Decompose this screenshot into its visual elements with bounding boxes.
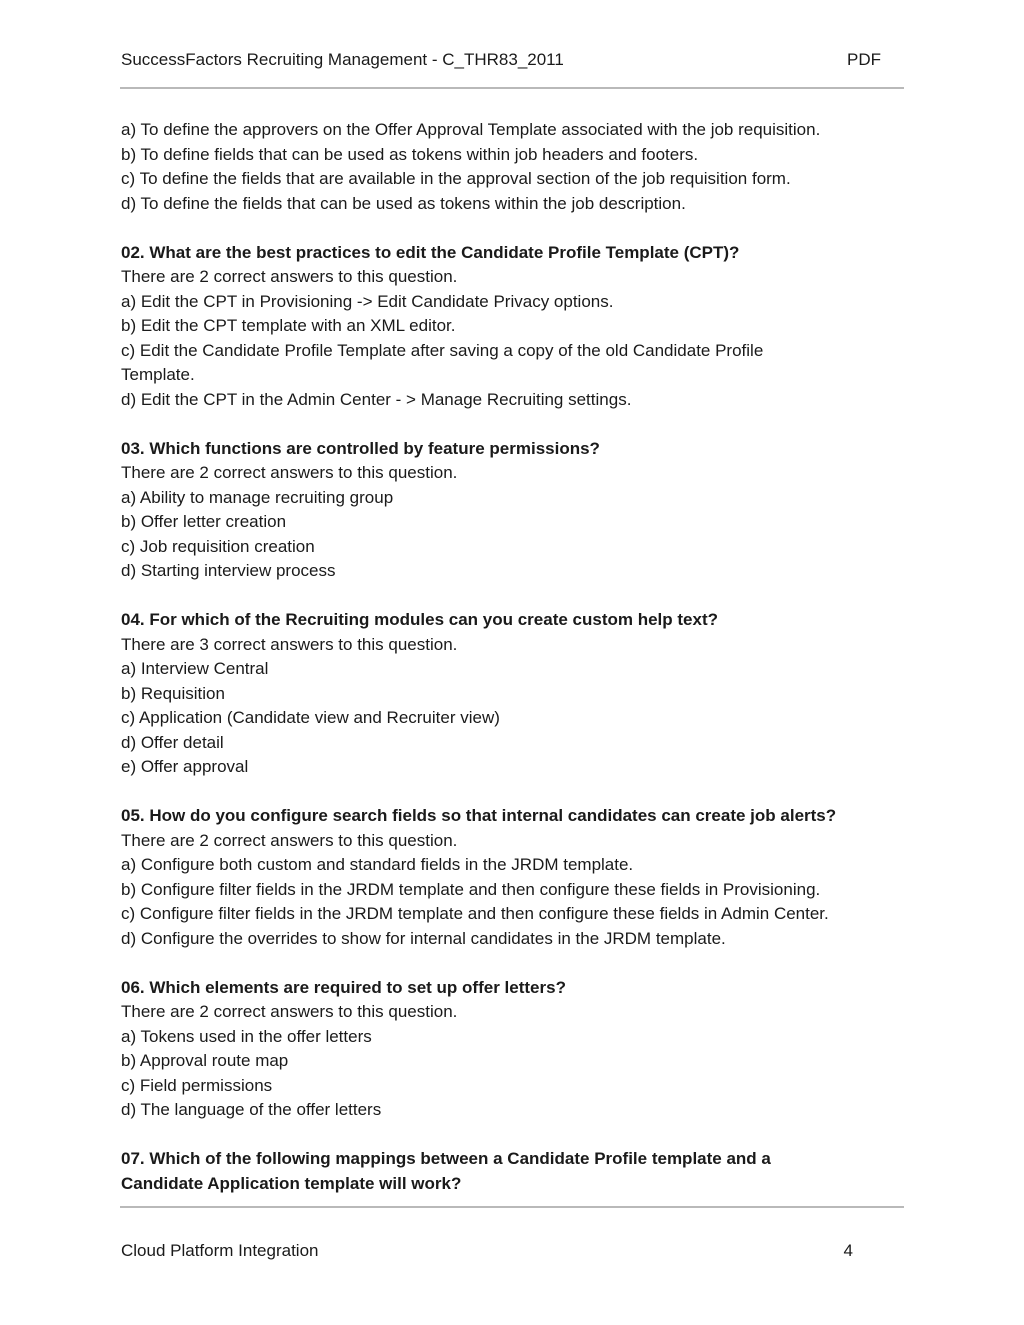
- answer-option: c) Job requisition creation: [121, 536, 315, 556]
- answer-option: d) Starting interview process: [121, 561, 336, 580]
- answer-option: a) Tokens used in the offer letters: [121, 1026, 372, 1046]
- answer-option: b) Configure filter fields in the JRDM template and then configure these fields in Provisioning.: [121, 879, 821, 899]
- question-03: [121, 437, 911, 584]
- answer-option: c) Field permissions: [121, 1075, 273, 1095]
- question-title: 07. Which of the following mappings between a Candidate Profile template and a: [121, 1149, 771, 1168]
- answer-option: a) Configure both custom and standard fields in the JRDM template.: [121, 855, 634, 874]
- question-title: 04. For which of the Recruiting modules can you create custom help text?: [121, 610, 719, 629]
- answer-option: e) Offer approval: [121, 757, 249, 776]
- question-title: 02. What are the best practices to edit the Candidate Profile Template (CPT)?: [121, 242, 740, 262]
- answer-option: b) Offer letter creation: [121, 512, 287, 531]
- answer-option: a) Interview Central: [121, 659, 269, 678]
- document-format-label: PDF: [847, 50, 881, 69]
- page-header: [121, 48, 881, 72]
- page-number: 4: [843, 1241, 853, 1260]
- question-note: There are 2 correct answers to this question.: [121, 830, 458, 850]
- answer-option: d) Offer detail: [121, 732, 224, 752]
- page-content: [121, 118, 911, 1196]
- answer-option: a) Edit the CPT in Provisioning -> Edit Candidate Privacy options.: [121, 291, 614, 311]
- answer-option: c) Edit the Candidate Profile Template after saving a copy of the old Candidate Profile: [121, 340, 764, 360]
- question-04: [121, 608, 911, 780]
- answer-option: c) To define the fields that are available in the approval section of the job requisition form.: [121, 169, 791, 188]
- question-02: [121, 241, 911, 413]
- answer-option: c) Configure filter fields in the JRDM template and then configure these fields in Admin Center.: [121, 904, 829, 923]
- answer-option: c) Application (Candidate view and Recruiter view): [121, 708, 500, 727]
- footer-label: Cloud Platform Integration: [121, 1241, 319, 1260]
- answer-option: d) Edit the CPT in the Admin Center - > Manage Recruiting settings.: [121, 389, 632, 409]
- question-01-continuation: [121, 118, 911, 216]
- question-title-continuation: Candidate Application template will work?: [121, 1173, 462, 1193]
- answer-option-continuation: Template.: [121, 365, 195, 384]
- question-title: 03. Which functions are controlled by feature permissions?: [121, 438, 600, 458]
- question-note: There are 3 correct answers to this question.: [121, 634, 458, 654]
- question-title: 05. How do you configure search fields so that internal candidates can create job alerts?: [121, 806, 837, 825]
- header-divider: [120, 87, 904, 89]
- question-07: [121, 1147, 911, 1196]
- answer-option: b) Approval route map: [121, 1051, 289, 1070]
- page-footer: [121, 1239, 853, 1263]
- answer-option: b) Edit the CPT template with an XML editor.: [121, 316, 456, 335]
- question-note: There are 2 correct answers to this question.: [121, 1002, 458, 1021]
- question-title: 06. Which elements are required to set up offer letters?: [121, 977, 566, 997]
- question-note: There are 2 correct answers to this question.: [121, 267, 458, 286]
- question-05: [121, 804, 911, 951]
- answer-option: d) The language of the offer letters: [121, 1100, 382, 1119]
- answer-option: b) Requisition: [121, 683, 225, 703]
- document-title: SuccessFactors Recruiting Management - C_THR83_2011: [121, 50, 564, 69]
- footer-divider: [120, 1206, 904, 1208]
- answer-option: d) To define the fields that can be used as tokens within the job description.: [121, 193, 686, 213]
- answer-option: a) To define the approvers on the Offer Approval Template associated with the job requisition.: [121, 120, 821, 139]
- question-note: There are 2 correct answers to this question.: [121, 463, 458, 482]
- question-06: [121, 976, 911, 1123]
- answer-option: a) Ability to manage recruiting group: [121, 487, 394, 507]
- answer-option: d) Configure the overrides to show for internal candidates in the JRDM template.: [121, 928, 726, 948]
- answer-option: b) To define fields that can be used as tokens within job headers and footers.: [121, 144, 699, 164]
